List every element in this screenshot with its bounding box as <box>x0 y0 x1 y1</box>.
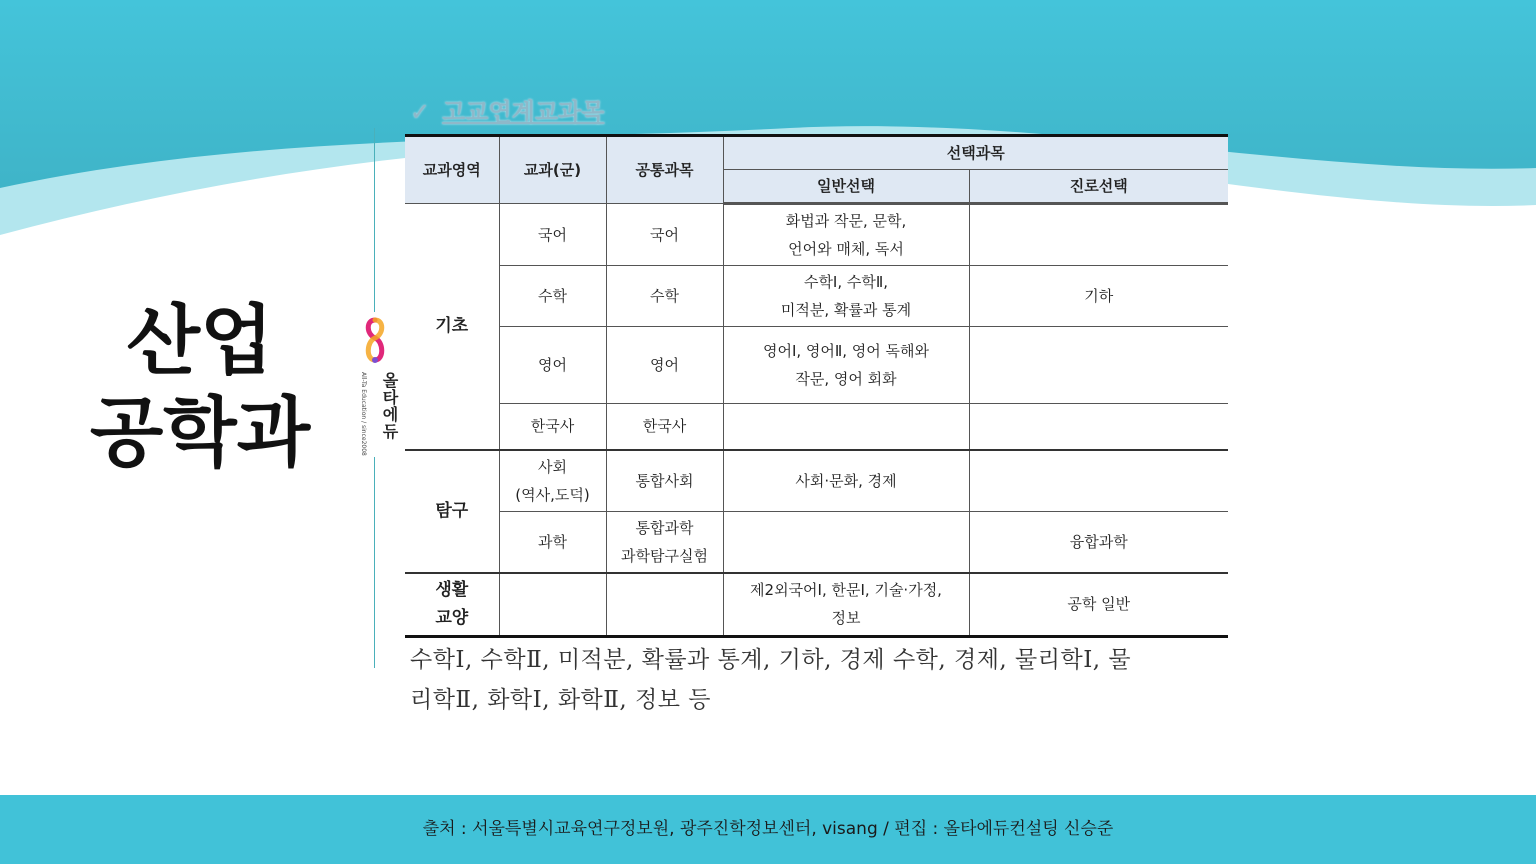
area-cell: 기초 <box>405 204 499 450</box>
area-cell: 탐구 <box>405 450 499 573</box>
common-cell: 통합과학 과학탐구실험 <box>606 511 723 573</box>
career-cell <box>969 327 1228 404</box>
header-elective: 선택과목 <box>723 136 1228 170</box>
subject-cell: 한국사 <box>499 404 606 450</box>
table-row <box>405 327 1228 404</box>
header-area: 교과영역 <box>405 136 499 204</box>
curriculum-table <box>405 134 1228 638</box>
subject-cell: 국어 <box>499 204 606 266</box>
common-cell: 수학 <box>606 266 723 327</box>
table-row <box>405 450 1228 512</box>
table-row <box>405 266 1228 327</box>
title-line-1: 산업 <box>126 296 274 385</box>
subject-cell: 영어 <box>499 327 606 404</box>
logo-tagline: All-Ta Education / since2008 <box>360 372 367 456</box>
section-heading <box>410 92 604 127</box>
header-common: 공통과목 <box>606 136 723 204</box>
table-row <box>405 511 1228 573</box>
career-cell <box>969 204 1228 266</box>
subject-cell <box>499 573 606 637</box>
header-general: 일반선택 <box>723 170 969 204</box>
source-credit: 출처 : 서울특별시교육연구정보원, 광주진학정보센터, visang / 편집 : 올타에듀컨설팅 신승준 <box>422 819 1114 839</box>
table-row <box>405 204 1228 266</box>
header-career: 진로선택 <box>969 170 1228 204</box>
common-cell: 국어 <box>606 204 723 266</box>
table-row <box>405 404 1228 450</box>
related-subjects-note <box>410 640 1270 720</box>
common-cell: 한국사 <box>606 404 723 450</box>
note-line-1: 수학Ⅰ, 수학Ⅱ, 미적분, 확률과 통계, 기하, 경제 수학, 경제, 물리학Ⅰ, 물 <box>410 647 1132 673</box>
general-cell: 제2외국어Ⅰ, 한문Ⅰ, 기술·가정, 정보 <box>723 573 969 637</box>
career-cell: 공학 일반 <box>969 573 1228 637</box>
career-cell: 기하 <box>969 266 1228 327</box>
header-subject-group: 교과(군) <box>499 136 606 204</box>
career-cell <box>969 450 1228 512</box>
table-row <box>405 573 1228 637</box>
page-title <box>80 295 320 479</box>
general-cell: 영어Ⅰ, 영어Ⅱ, 영어 독해와 작문, 영어 회화 <box>723 327 969 404</box>
subject-cell: 과학 <box>499 511 606 573</box>
general-cell: 사회·문화, 경제 <box>723 450 969 512</box>
career-cell: 융합과학 <box>969 511 1228 573</box>
note-line-2: 리학Ⅱ, 화학Ⅰ, 화학Ⅱ, 정보 등 <box>410 687 711 713</box>
general-cell <box>723 404 969 450</box>
common-cell: 통합사회 <box>606 450 723 512</box>
footer-bar <box>0 795 1536 864</box>
check-icon: ✓ <box>410 98 431 126</box>
subject-cell: 사회 (역사,도덕) <box>499 450 606 512</box>
general-cell <box>723 511 969 573</box>
logo-mark-icon <box>364 316 386 366</box>
title-line-2: 공학과 <box>89 388 311 477</box>
career-cell <box>969 404 1228 450</box>
common-cell: 영어 <box>606 327 723 404</box>
brand-logo <box>358 312 399 457</box>
area-cell: 생활 교양 <box>405 573 499 637</box>
subject-cell: 수학 <box>499 266 606 327</box>
logo-name: 올타에듀 <box>380 372 399 440</box>
general-cell: 화법과 작문, 문학, 언어와 매체, 독서 <box>723 204 969 266</box>
section-heading-text: 고교연계교과목 <box>442 98 605 126</box>
common-cell <box>606 573 723 637</box>
general-cell: 수학Ⅰ, 수학Ⅱ, 미적분, 확률과 통계 <box>723 266 969 327</box>
